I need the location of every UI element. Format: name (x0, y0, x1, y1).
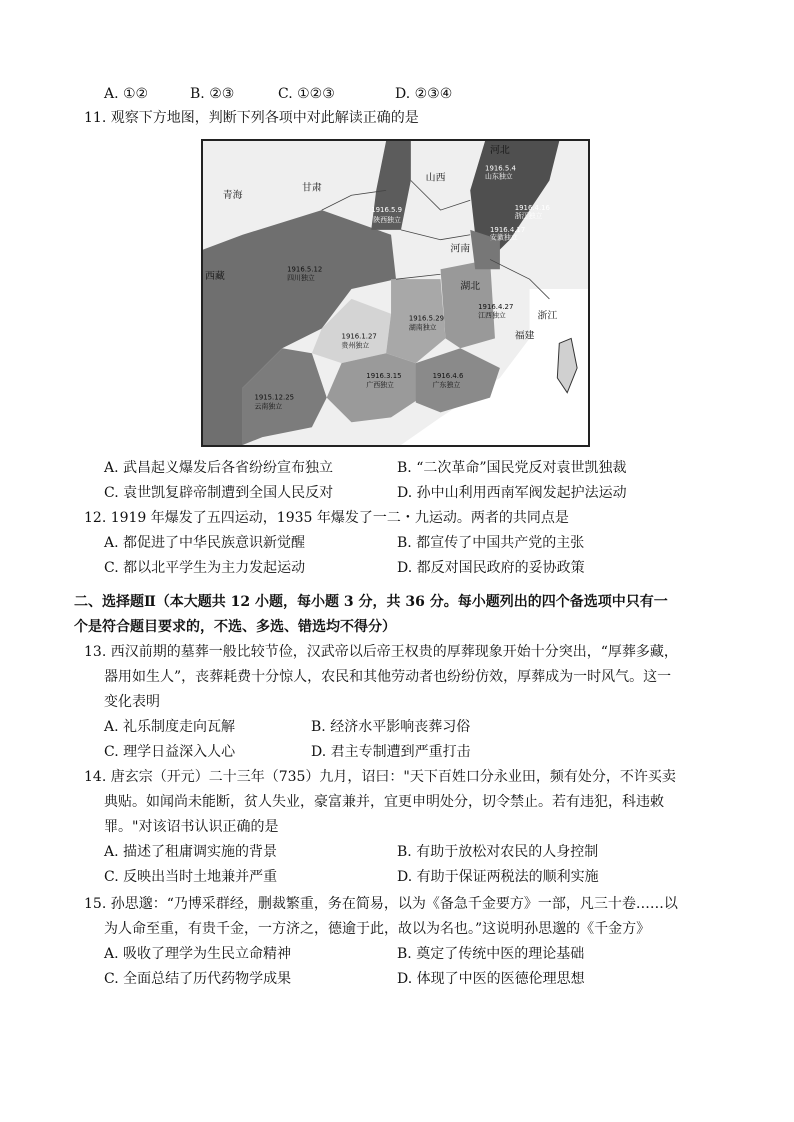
event-hunan-date: 1916.5.29 (408, 314, 445, 323)
q14-line3: 罪。"对该诏书认识正确的是 (104, 819, 279, 835)
q13-line2: 器用如生人”，丧葬耗费十分惊人，农民和其他劳动者也纷纷仿效，厚葬成为一时风气。这一 (104, 669, 672, 685)
q14-option-a: A. 描述了租庸调实施的背景 (104, 844, 278, 860)
event-guizhou-name: 贵州独立 (341, 341, 370, 350)
label-qinghai: 青海 (222, 190, 243, 202)
q13-option-d: D. 君主专制遭到严重打击 (311, 744, 471, 760)
q11-option-b: B. “二次革命”国民党反对袁世凯独裁 (397, 460, 627, 476)
event-yunnan-name: 云南独立 (254, 402, 283, 411)
q12-option-c: C. 都以北平学生为主力发起运动 (104, 560, 306, 576)
q14-option-d: D. 有助于保证两税法的顺利实施 (397, 869, 599, 885)
q15-option-a: A. 吸收了理学为生民立命精神 (104, 946, 292, 962)
event-sichuan-date: 1916.5.12 (287, 265, 323, 274)
event-shandong-date: 1916.5.4 (485, 164, 516, 173)
event-zhejiang-date: 1916.4.16 (514, 204, 550, 213)
q13-line1: 13. 西汉前期的墓葬一般比较节俭，汉武帝以后帝王权贵的厚葬现象开始十分突出，“厚葬多藏， (84, 644, 678, 660)
q14-line1: 14. 唐玄宗（开元）二十三年（735）九月，诏曰："天下百姓口分永业田，频有处分，不许买卖 (84, 769, 676, 785)
label-hubei: 湖北 (460, 281, 481, 293)
event-guangxi-name: 广西独立 (366, 380, 394, 389)
event-shaanxi-date: 1916.5.9 (371, 206, 403, 215)
event-guizhou-date: 1916.1.27 (341, 332, 377, 341)
label-shanxi: 山西 (425, 172, 446, 184)
label-tibet: 西藏 (204, 271, 225, 283)
q15-option-c: C. 全面总结了历代药物学成果 (104, 971, 292, 987)
q15-line1: 15. 孙思邈：“乃博采群经，删裁繁重，务在简易，以为《备急千金要方》一部，凡三十卷……以 (84, 896, 678, 912)
q10-option-d: D. ②③④ (395, 86, 453, 102)
label-fujian: 福建 (514, 330, 535, 342)
q12-option-d: D. 都反对国民政府的妥协政策 (397, 560, 585, 576)
q10-option-a: A. ①② (104, 86, 149, 102)
event-yunnan-date: 1915.12.25 (254, 393, 295, 402)
event-shaanxi-name: 陕西独立 (373, 215, 401, 224)
event-hunan-name: 湖南独立 (408, 323, 437, 332)
event-guangdong-date: 1916.4.6 (432, 371, 464, 380)
section2-heading-line2: 个是符合题目要求的，不选、多选、错选均不得分） (74, 619, 396, 635)
event-guangxi-date: 1916.3.15 (366, 371, 402, 380)
q12-option-a: A. 都促进了中华民族意识新觉醒 (104, 535, 306, 551)
q11-option-d: D. 孙中山利用西南军阀发起护法运动 (397, 485, 627, 501)
section2-heading-line1: 二、选择题Ⅱ（本大题共 12 小题，每小题 3 分，共 36 分。每小题列出的四个备选项中只有一 (74, 594, 668, 610)
q12-option-b: B. 都宣传了中国共产党的主张 (397, 535, 585, 551)
q14-option-b: B. 有助于放松对农民的人身控制 (397, 844, 599, 860)
q13-option-c: C. 理学日益深入人心 (104, 744, 236, 760)
history-map (201, 139, 590, 447)
q10-option-b: B. ②③ (190, 86, 235, 102)
event-anhui-date: 1916.4.17 (490, 225, 526, 234)
label-hebei: 河北 (490, 144, 510, 156)
q12-stem: 12. 1919 年爆发了五四运动，1935 年爆发了一二・九运动。两者的共同点是 (84, 510, 569, 526)
event-jiangxi-name: 江西独立 (478, 311, 506, 320)
event-guangdong-name: 广东独立 (432, 380, 461, 389)
q13-line3: 变化表明 (104, 694, 160, 710)
q15-line2: 为人命至重，有贵千金，一方济之，德逾于此，故以为名也。”这说明孙思邈的《千金方》 (104, 921, 651, 937)
q11-stem: 11. 观察下方地图，判断下列各项中对此解读正确的是 (84, 110, 419, 126)
q13-option-a: A. 礼乐制度走向瓦解 (104, 719, 236, 735)
q15-option-b: B. 奠定了传统中医的理论基础 (397, 946, 585, 962)
event-anhui-name: 安徽独立 (490, 233, 518, 242)
label-gansu: 甘肃 (301, 182, 322, 194)
event-shandong-name: 山东独立 (485, 172, 513, 181)
event-jiangxi-date: 1916.4.27 (478, 302, 514, 311)
q13-option-b: B. 经济水平影响丧葬习俗 (311, 719, 471, 735)
q14-line2: 典贴。如闻尚未能断，贫人失业，豪富兼并，宜更申明处分，切令禁止。若有违犯，科违敕 (104, 794, 664, 810)
q11-option-c: C. 袁世凯复辟帝制遭到全国人民反对 (104, 485, 334, 501)
q10-option-c: C. ①②③ (278, 86, 335, 102)
event-sichuan-name: 四川独立 (287, 274, 315, 283)
q14-option-c: C. 反映出当时土地兼并严重 (104, 869, 278, 885)
q15-option-d: D. 体现了中医的医德伦理思想 (397, 971, 585, 987)
label-henan: 河南 (450, 243, 471, 255)
q11-option-a: A. 武昌起义爆发后各省纷纷宣布独立 (104, 460, 334, 476)
event-zhejiang-name: 浙江独立 (514, 211, 543, 220)
label-zhejiang: 浙江 (537, 310, 558, 322)
